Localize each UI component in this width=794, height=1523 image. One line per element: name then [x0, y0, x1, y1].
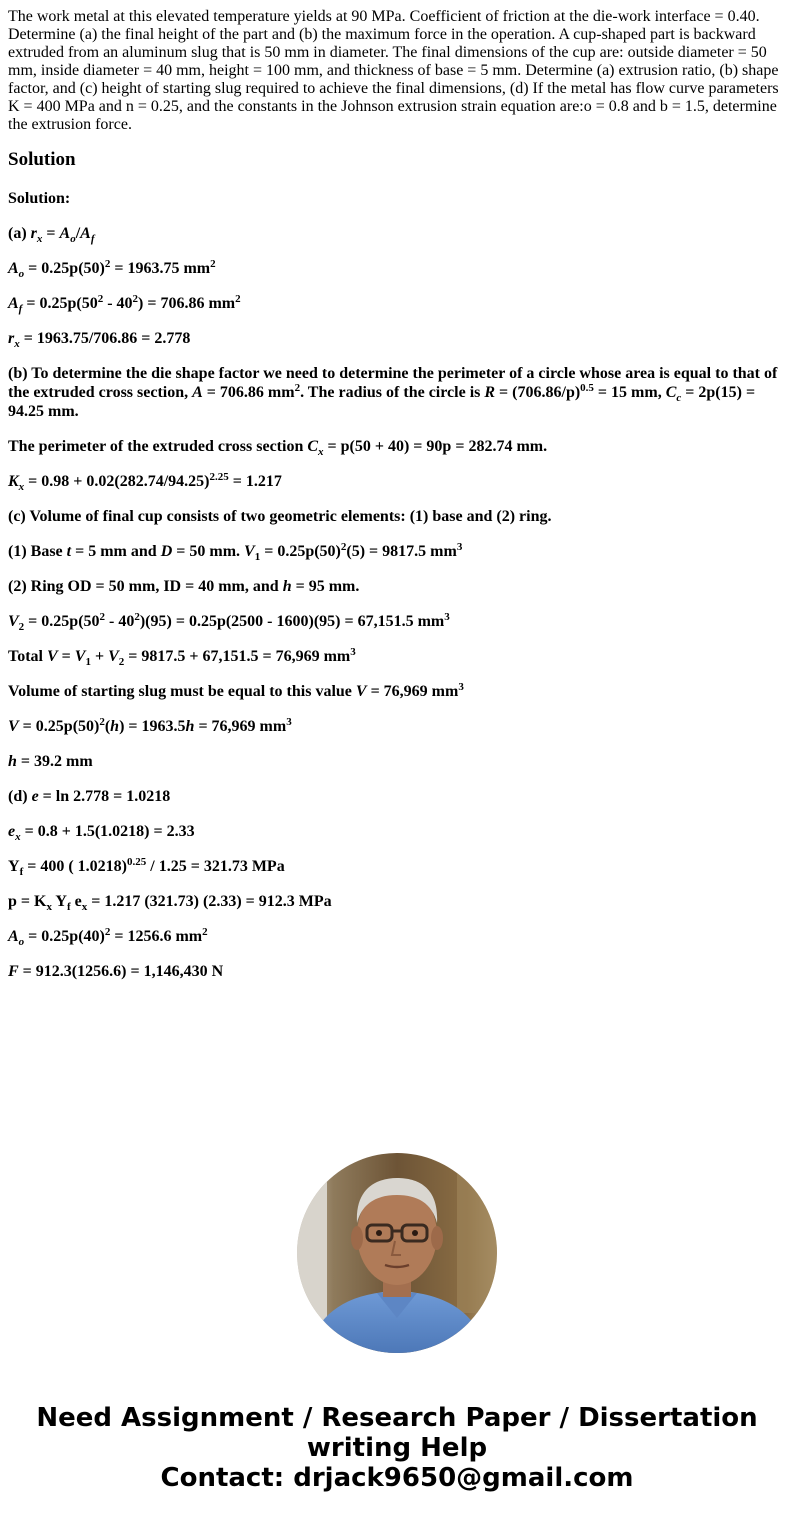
step-c-height-equation: $V = 0.25p(50)^2(h) = 1963.5h = 76,969$ $mm^3$ [8, 715, 292, 735]
footer-line-contact: Contact: drjack9650@gmail.com [160, 1463, 634, 1493]
contact-footer [0, 1403, 794, 1493]
step-a-extrusion-ratio-formula: (a) $r_x = A_o/A_f$ [8, 225, 95, 245]
step-c-slug-volume: Volume of starting slug must be equal to this value V = 76,969 $mm^3$ [8, 680, 464, 700]
document-content [8, 8, 786, 997]
step-d-flow-stress: $Y_f = 400$ ( 1.0218)$^{0.25}$ / 1.25 = 321.73 MPa [8, 855, 285, 878]
footer-line-help: writing Help [306, 1433, 488, 1463]
step-b-section-perimeter: The perimeter of the extruded cross section $C_x = p(50 + 40) = 90p = 282.74$ mm. [8, 438, 548, 458]
step-c-volume-intro: (c) Volume of final cup consists of two geometric elements: (1) base and (2) ring. [8, 508, 552, 525]
step-b-shape-factor: $K_x = 0.98 + 0.02(282.74/94.25)^{2.25} = 1.217$ [8, 470, 282, 493]
solution-heading: Solution [8, 149, 76, 170]
step-d-pressure: $p = K_x$ $Y_f$ $e_x = 1.217$ (321.73) (2.33) = 912.3 MPa [8, 893, 332, 913]
step-a-original-area: $A_o = 0.25p(50)^2 = 1963.75$ $mm^2$ [8, 257, 216, 280]
step-d-extrusion-strain: $e_x = 0.8 + 1.5(1.0218) = 2.33$ [8, 823, 195, 843]
step-d-strain: (d) e = ln 2.778 = 1.0218 [8, 788, 171, 805]
step-c-height-result: h = 39.2 mm [8, 753, 93, 770]
step-d-area: $A_o = 0.25p(40)^2 = 1256.6$ $mm^2$ [8, 925, 208, 948]
step-c-total-volume: Total $V = V_1 + V_2 = 9817.5 + 67,151.5 = 76,969$ $mm^3$ [8, 645, 356, 668]
question-text: The work metal at this elevated temperature yields at 90 MPa. Coefficient of friction at the die-work interface = 0.40. Determine (a) the final height of the part and (b) the maximum force in the operation. A cup-shaped part is backward extruded from an aluminum slug that is 50 mm in diameter. The final dimensions of the cup are: outside diameter = 50 mm, inside diameter = 40 mm, height = 100 mm, and thickness of base = 5 mm. Determine (a) extrusion ratio, (b) shape factor, and (c) height of starting slug required to achieve the final dimensions, (d) If the metal has flow curve parameters K = 400 MPa and n = 0.25, and the constants in the Johnson extrusion strain equation are:o = 0.8 and b = 1.5, determine the extrusion force. [8, 8, 779, 133]
footer-line-assignment: Need Assignment / Research Paper / Dissertation [36, 1403, 758, 1433]
step-b-circle-perimeter: (b) To determine the die shape factor we need to determine the perimeter of a circle whose area is equal to that of the extruded cross section, A = 706.86 $mm^2$. The radius of the circle is $R = (706.86/p)^{0.5} = 15$ mm, $C_c = 2p(15) = 94.25$ mm. [8, 365, 778, 420]
step-d-force: F = 912.3(1256.6) = 1,146,430 N [8, 963, 224, 980]
solution-steps [8, 189, 786, 981]
step-c-base-volume: (1) Base t = 5 mm and D = 50 mm. $V_1 = 0.25p(50)^2(5) = 9817.5$ $mm^3$ [8, 540, 463, 563]
step-c-ring-dimensions: (2) Ring OD = 50 mm, ID = 40 mm, and h = 95 mm. [8, 578, 360, 595]
solution-label: Solution: [8, 190, 71, 207]
step-a-final-area: $A_f = 0.25p(50^2 - 40^2) = 706.86$ $mm^2$ [8, 292, 241, 315]
step-c-ring-volume: $V_2 = 0.25p(50^2 - 40^2)(95) = 0.25p(2500 - 1600)(95) = 67,151.5$ $mm^3$ [8, 610, 450, 633]
author-photo-icon [297, 1153, 497, 1353]
author-avatar [297, 1153, 497, 1353]
step-a-ratio-result: $r_x = 1963.75/706.86 = 2.778$ [8, 330, 191, 350]
